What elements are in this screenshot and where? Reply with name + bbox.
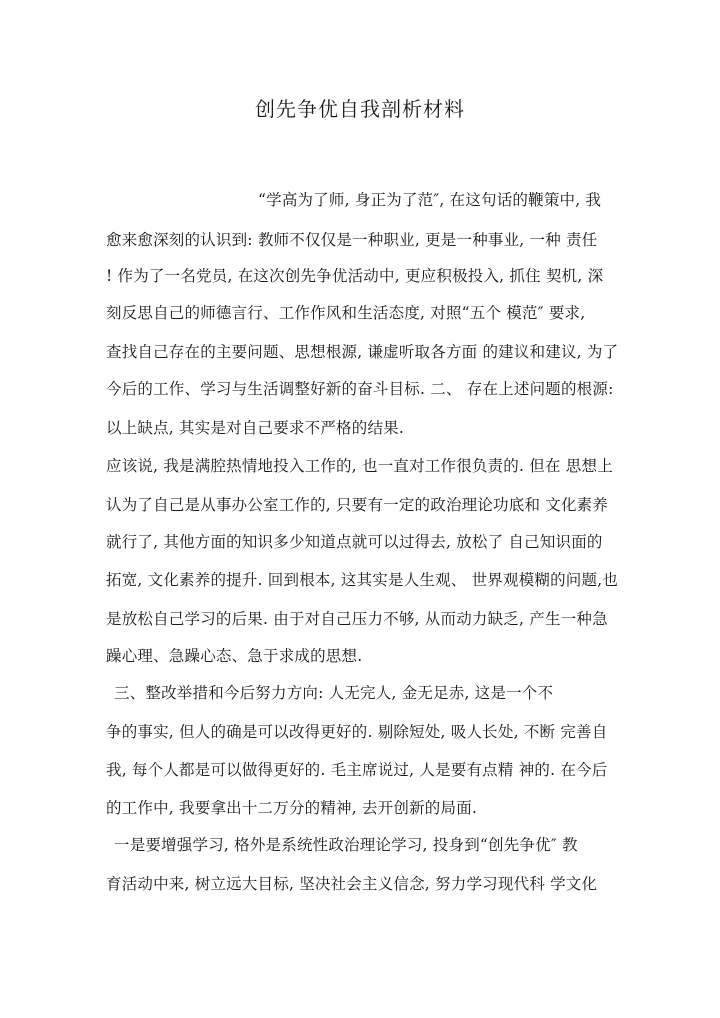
paragraph-line-2: 愈来愈深刻的认识到: 教师不仅仅是一种职业, 更是一种事业, 一种 责任 bbox=[106, 231, 598, 249]
paragraph-line-7: 以上缺点, 其实是对自己要求不严格的结果. bbox=[106, 419, 404, 437]
paragraph-line-17: 的工作中, 我要拿出十二万分的精神, 去开创新的局面. bbox=[106, 799, 478, 817]
paragraph-line-12: 是放松自己学习的后果. 由于对自己压力不够, 从而动力缺乏, 产生一种急 bbox=[106, 610, 608, 628]
paragraph-line-19: 育活动中来, 树立远大目标, 坚决社会主义信念, 努力学习现代科 学文化 bbox=[106, 875, 598, 893]
document-title: 创先争优自我剖析材料 bbox=[255, 97, 465, 121]
paragraph-line-5: 查找自己存在的主要问题、思想根源, 谦虚听取各方面 的建议和建议, 为了 bbox=[106, 343, 619, 361]
paragraph-line-10: 就行了, 其他方面的知识多少知道点就可以过得去, 放松了 自己知识面的 bbox=[106, 533, 603, 551]
paragraph-line-11: 拓宽, 文化素养的提升. 回到根本, 这其实是人生观、 世界观模糊的问题,也 bbox=[106, 571, 619, 589]
paragraph-line-16: 我, 每个人都是可以做得更好的. 毛主席说过, 人是要有点精 神的. 在今后 bbox=[106, 761, 608, 779]
paragraph-line-14: 三、整改举措和今后努力方向: 人无完人, 金无足赤, 这是一个不 bbox=[114, 684, 554, 702]
paragraph-line-15: 争的事实, 但人的确是可以改得更好的. 剔除短处, 吸人长处, 不断 完善自 bbox=[106, 723, 608, 741]
paragraph-line-3: ! 作为了一名党员, 在这次创先争优活动中, 更应积极投入, 抓住 契机, 深 bbox=[106, 267, 604, 285]
paragraph-line-13: 躁心理、急躁心态、急于求成的思想. bbox=[106, 647, 363, 665]
paragraph-line-6: 今后的工作、学习与生活调整好新的奋斗目标. 二、 存在上述问题的根源: bbox=[106, 380, 614, 398]
paragraph-line-8: 应该说, 我是满腔热情地投入工作的, 也一直对工作很负责的. 但在 思想上 bbox=[106, 457, 613, 475]
paragraph-line-4: 刻反思自己的师德言行、工作作风和生活态度, 对照“五个 模范″ 要求, bbox=[106, 304, 586, 322]
paragraph-line-9: 认为了自己是从事办公室工作的, 只要有一定的政治理论功底和 文化素养 bbox=[106, 496, 609, 514]
paragraph-line-1: “学高为了师, 身正为了范″, 在这句话的鞭策中, 我 bbox=[258, 191, 602, 209]
paragraph-line-18: 一是要增强学习, 格外是系统性政治理论学习, 投身到“创先争优″ 教 bbox=[114, 836, 578, 854]
